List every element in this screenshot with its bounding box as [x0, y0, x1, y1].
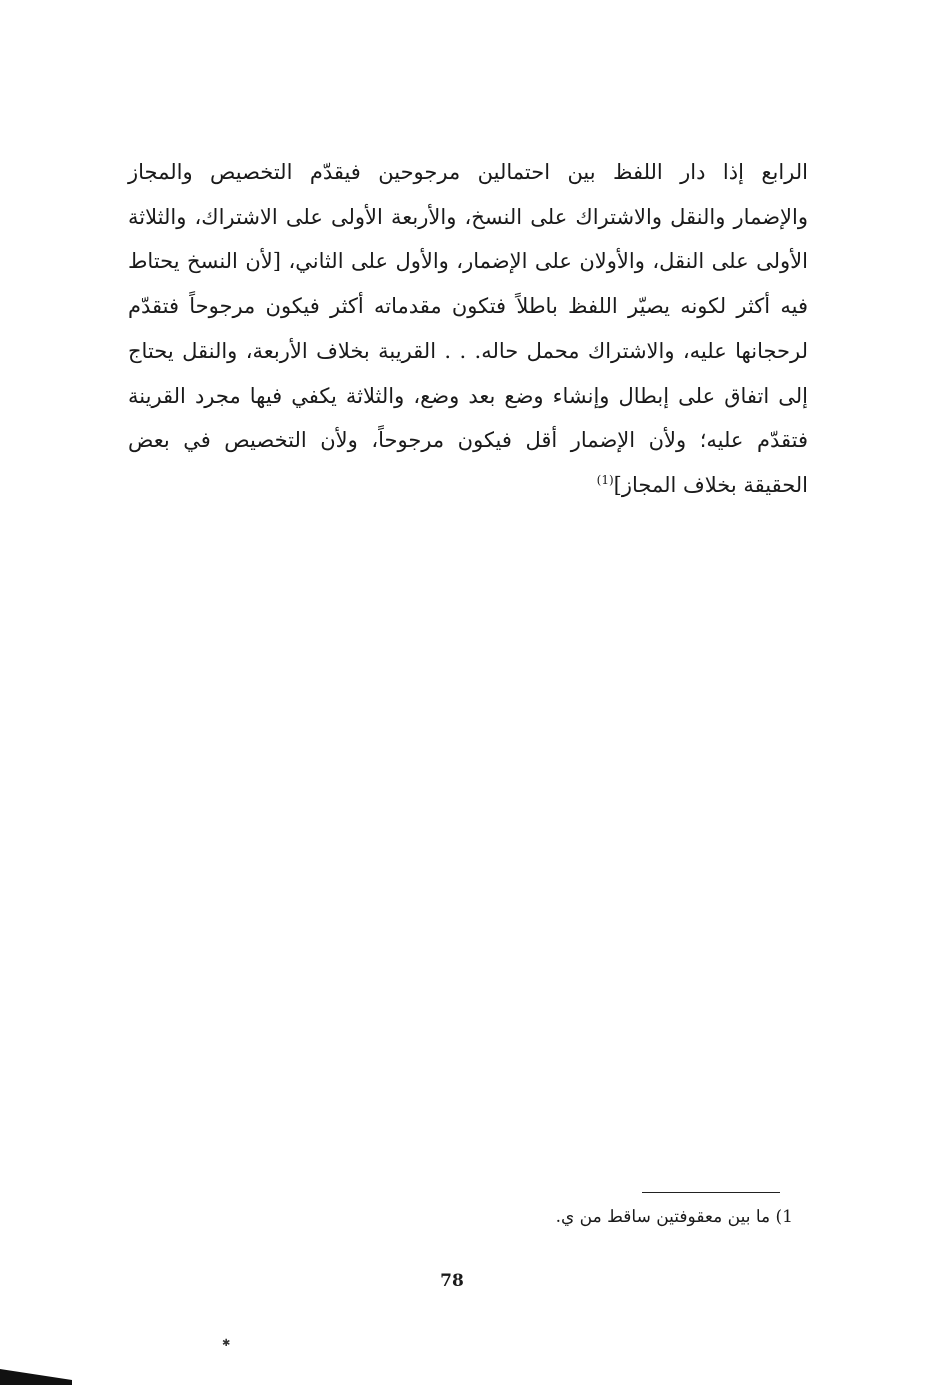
footnote-reference: (1) — [596, 472, 614, 487]
scan-edge-mark — [0, 1365, 80, 1385]
paragraph-line: فتقدّم عليه؛ ولأن الإضمار أقل فيكون مرجوحاً، ولأن التخصيص في بعض — [128, 428, 808, 453]
paragraph-line: الرابع إذا دار اللفظ بين احتمالين مرجوحين فيقدّم التخصيص والمجاز — [128, 160, 808, 184]
paragraph-line: فيه أكثر لكونه يصيّر اللفظ باطلاً فتكون مقدماته أكثر فيكون مرجوحاً فتقدّم — [128, 294, 808, 319]
main-paragraph — [128, 150, 808, 508]
paragraph-line: إلى اتفاق على إبطال وإنشاء وضع بعد وضع، والثلاثة يكفي فيها مجرد القرينة — [128, 383, 808, 408]
page-number: 78 — [440, 1271, 464, 1291]
paragraph-last-line — [128, 463, 808, 508]
footnote: 1) ما بين معقوفتين ساقط من ي. — [555, 1207, 793, 1227]
paragraph-line: والإضمار والنقل والاشتراك على النسخ، والأربعة الأولى على الاشتراك، والثلاثة — [128, 204, 808, 229]
paragraph-line: لرحجانها عليه، والاشتراك محمل حاله. . . القريبة بخلاف الأربعة، والنقل يحتاج — [128, 338, 808, 363]
footnote-separator — [642, 1192, 780, 1193]
scan-speck: ✱ — [222, 1338, 231, 1349]
paragraph-line: الأولى على النقل، والأولان على الإضمار، والأول على الثاني، [لأن النسخ يحتاط — [128, 249, 808, 274]
paragraph-line: الحقيقة بخلاف المجاز] — [613, 472, 808, 497]
